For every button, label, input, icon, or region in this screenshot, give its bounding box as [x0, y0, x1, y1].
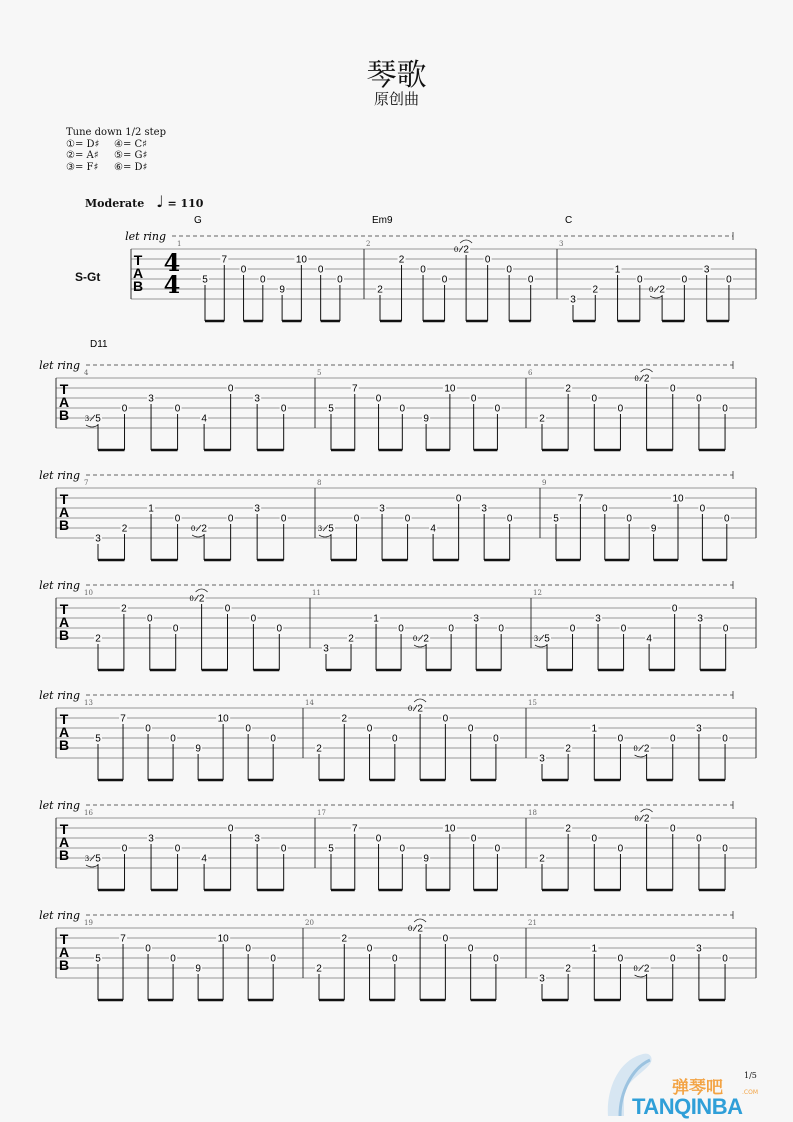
fret-number: 2 [95, 633, 101, 645]
fret-number: 0 [669, 383, 676, 395]
fret-number: 0 [722, 953, 728, 965]
slide-arc [650, 296, 662, 298]
fret-number: 2 [463, 244, 469, 256]
fret-number: 3 [481, 503, 487, 515]
fret-number: 3 [254, 393, 260, 405]
fret-number: 1 [148, 503, 154, 515]
fret-number: 9 [279, 284, 285, 296]
chord-name: Em9 [372, 215, 393, 226]
tab-letter-t: T [59, 821, 69, 837]
fret-number: 5 [95, 953, 101, 965]
fret-number: 3 [148, 833, 154, 845]
fret-number: 0 [591, 833, 598, 845]
fret-number: 2 [417, 923, 423, 935]
measure-number: 19 [84, 919, 93, 927]
slide-arc [86, 425, 98, 427]
fret-number: 0 [366, 723, 373, 735]
fret-number: 4 [201, 413, 207, 425]
tab-letter-t: T [59, 711, 69, 727]
tab-letter-t: T [59, 931, 69, 947]
fret-number: 2 [643, 743, 650, 755]
fret-number: 0 [569, 623, 576, 635]
fret-number: 2 [565, 963, 571, 975]
fret-number: 0 [227, 823, 234, 835]
song-subtitle: 原创曲 [373, 90, 419, 108]
logo-english: TANQINBA [632, 1094, 743, 1119]
fret-number: 0 [392, 733, 398, 745]
fret-number: 0 [317, 264, 324, 276]
fret-number: 0 [227, 513, 234, 525]
fret-number: 0 [494, 403, 501, 415]
ghost-fret: 0 [407, 705, 413, 713]
fret-number: 9 [195, 743, 201, 755]
fret-number: 2 [423, 633, 429, 645]
tab-letter-a: A [58, 394, 70, 410]
fret-number: 0 [671, 603, 678, 615]
fret-number: 0 [669, 733, 676, 745]
fret-number: 0 [448, 623, 454, 635]
fret-number: 0 [399, 403, 406, 415]
fret-number: 0 [399, 843, 406, 855]
fret-number: 0 [467, 723, 474, 735]
fret-number: 2 [341, 933, 348, 945]
fret-number: 0 [366, 943, 373, 955]
fret-number: 2 [348, 633, 354, 645]
fret-number: 0 [637, 274, 643, 286]
fret-number: 7 [351, 383, 358, 395]
fret-number: 0 [250, 613, 257, 625]
slide-arc [635, 975, 647, 977]
tuning-string-6: ⑥= D♯ [114, 161, 148, 173]
fret-number: 10 [217, 933, 229, 945]
fret-number: 0 [245, 723, 251, 735]
fret-number: 0 [375, 393, 382, 405]
measure-number: 14 [305, 699, 314, 707]
fret-number: 5 [202, 274, 208, 286]
tie-arc [196, 589, 208, 592]
ghost-fret: 0 [453, 246, 459, 254]
fret-number: 3 [473, 613, 479, 625]
fret-number: 0 [145, 723, 151, 735]
fret-number: 4 [430, 523, 436, 535]
fret-number: 4 [201, 853, 207, 865]
fret-number: 2 [565, 823, 571, 835]
logo-chinese: 弹琴吧 [672, 1078, 723, 1098]
fret-number: 0 [527, 274, 534, 286]
fret-number: 10 [672, 493, 684, 505]
tempo-label: Moderate [85, 197, 145, 210]
fret-number: 0 [240, 264, 247, 276]
fret-number: 5 [95, 733, 101, 745]
fret-number: 3 [95, 533, 101, 545]
measure-number: 15 [528, 699, 537, 707]
fret-number: 0 [699, 503, 706, 515]
fret-number: 0 [270, 733, 276, 745]
fret-number: 2 [377, 284, 383, 296]
fret-number: 0 [470, 393, 477, 405]
fret-number: 0 [227, 383, 234, 395]
fret-number: 7 [221, 254, 228, 266]
fret-number: 0 [724, 513, 730, 525]
fret-number: 0 [467, 943, 474, 955]
fret-number: 0 [170, 953, 176, 965]
fret-number: 3 [539, 973, 545, 985]
measure-number: 10 [84, 589, 93, 597]
ghost-fret: 3 [84, 415, 90, 423]
fret-number: 3 [254, 833, 260, 845]
tie-arc [641, 369, 653, 372]
fret-number: 0 [722, 623, 729, 635]
fret-number: 10 [444, 823, 456, 835]
fret-number: 0 [493, 953, 499, 965]
fret-number: 0 [506, 513, 513, 525]
fret-number: 0 [420, 264, 426, 276]
fret-number: 7 [120, 713, 126, 725]
fret-number: 0 [121, 403, 128, 415]
tab-letter-a: A [58, 834, 70, 850]
measure-number: 5 [317, 369, 322, 377]
let-ring-label: let ring [39, 799, 80, 812]
fret-number: 3 [696, 943, 702, 955]
tie-arc [414, 699, 426, 702]
ghost-fret: 0 [634, 375, 639, 383]
ghost-fret: 0 [407, 925, 413, 933]
fret-number: 2 [565, 383, 571, 395]
fret-number: 0 [455, 493, 462, 505]
measure-number: 6 [528, 369, 533, 377]
fret-number: 0 [276, 623, 283, 635]
measure-number: 18 [528, 809, 537, 817]
measure-number: 3 [559, 240, 564, 248]
fret-number: 3 [539, 753, 545, 765]
fret-number: 0 [722, 403, 728, 415]
fret-number: 0 [224, 603, 231, 615]
tie-arc [414, 919, 426, 922]
ghost-fret: 0 [189, 595, 194, 603]
slide-arc [86, 865, 98, 867]
let-ring-label: let ring [39, 689, 80, 702]
fret-number: 3 [595, 613, 601, 625]
tie-arc [460, 240, 472, 243]
fret-number: 0 [493, 733, 499, 745]
fret-number: 0 [617, 843, 624, 855]
tie-arc [641, 809, 653, 812]
fret-number: 0 [617, 733, 624, 745]
fret-number: 3 [379, 503, 385, 515]
fret-number: 5 [95, 853, 101, 865]
fret-number: 1 [373, 613, 379, 625]
fret-number: 5 [553, 513, 559, 525]
fret-number: 9 [423, 853, 429, 865]
fret-number: 3 [570, 294, 576, 306]
fret-number: 0 [145, 943, 151, 955]
measure-number: 21 [528, 919, 537, 927]
tab-letter-b: B [58, 957, 70, 973]
fret-number: 0 [498, 623, 504, 635]
fret-number: 0 [353, 513, 360, 525]
tab-letter-b: B [58, 517, 70, 533]
let-ring-label: let ring [39, 359, 80, 372]
slide-arc [319, 535, 331, 537]
fret-number: 0 [591, 393, 598, 405]
fret-number: 0 [617, 953, 624, 965]
fret-number: 0 [442, 933, 449, 945]
fret-number: 0 [681, 274, 688, 286]
fret-number: 10 [295, 254, 307, 266]
fret-number: 5 [544, 633, 550, 645]
fret-number: 0 [620, 623, 627, 635]
fret-number: 4 [646, 633, 652, 645]
fret-number: 2 [121, 523, 128, 535]
slide-arc [535, 645, 547, 647]
ghost-fret: 0 [633, 965, 638, 973]
fret-number: 7 [120, 933, 126, 945]
fret-number: 2 [398, 254, 405, 266]
measure-number: 8 [317, 479, 322, 487]
fret-number: 2 [643, 373, 650, 385]
measure-number: 9 [542, 479, 547, 487]
ghost-fret: 0 [648, 286, 654, 294]
let-ring-label: let ring [39, 469, 80, 482]
fret-number: 2 [565, 743, 571, 755]
fret-number: 2 [592, 284, 599, 296]
fret-number: 3 [696, 723, 702, 735]
fret-number: 0 [392, 953, 398, 965]
fret-number: 7 [351, 823, 358, 835]
ghost-fret: 3 [84, 855, 90, 863]
measure-number: 13 [84, 699, 93, 707]
fret-number: 0 [602, 503, 608, 515]
measure-number: 16 [84, 809, 93, 817]
fret-number: 0 [484, 254, 491, 266]
fret-number: 0 [470, 833, 477, 845]
measure-number: 7 [84, 479, 89, 487]
fret-number: 0 [506, 264, 512, 276]
fret-number: 3 [697, 613, 703, 625]
fret-number: 0 [722, 843, 728, 855]
fret-number: 0 [280, 843, 287, 855]
fret-number: 0 [722, 733, 728, 745]
measure-number: 17 [317, 809, 326, 817]
slide-arc [192, 535, 204, 537]
fret-number: 5 [328, 843, 334, 855]
tab-letter-b: B [132, 278, 144, 294]
page-number: 1/5 [744, 1071, 757, 1080]
fret-number: 0 [626, 513, 632, 525]
fret-number: 0 [280, 403, 287, 415]
fret-number: 2 [316, 963, 322, 975]
tab-letter-t: T [59, 491, 69, 507]
fret-number: 0 [669, 953, 676, 965]
fret-number: 0 [245, 943, 251, 955]
tab-letter-t: T [59, 381, 69, 397]
fret-number: 0 [696, 393, 702, 405]
fret-number: 0 [375, 833, 382, 845]
fret-number: 0 [172, 623, 179, 635]
tuning-string-2: ②= A♯ [66, 150, 99, 161]
tuning-heading: Tune down 1/2 step [66, 127, 166, 138]
tab-letter-b: B [58, 847, 70, 863]
fret-number: 0 [696, 833, 702, 845]
let-ring-label: let ring [39, 909, 80, 922]
fret-number: 2 [539, 413, 545, 425]
tuning-string-1: ①= D♯ [66, 138, 100, 150]
fret-number: 0 [174, 843, 181, 855]
fret-number: 2 [417, 703, 423, 715]
fret-number: 1 [591, 943, 598, 955]
fret-number: 2 [121, 603, 127, 615]
fret-number: 0 [617, 403, 624, 415]
fret-number: 0 [494, 843, 501, 855]
tab-letter-a: A [132, 265, 144, 281]
tab-letter-b: B [58, 737, 70, 753]
chord-name: C [565, 215, 573, 226]
fret-number: 2 [659, 284, 665, 296]
fret-number: 0 [441, 274, 448, 286]
tab-letter-t: T [59, 601, 69, 617]
ghost-fret: 3 [317, 525, 323, 533]
fret-number: 2 [341, 713, 348, 725]
ghost-fret: 0 [412, 635, 418, 643]
logo-domain: .COM [742, 1089, 758, 1096]
fret-number: 3 [148, 393, 154, 405]
fret-number: 5 [95, 413, 101, 425]
fret-number: 10 [444, 383, 456, 395]
tab-letter-t: T [133, 252, 143, 268]
fret-number: 2 [316, 743, 322, 755]
tab-letter-b: B [58, 627, 70, 643]
measure-number: 11 [312, 589, 321, 597]
ghost-fret: 0 [190, 525, 196, 533]
tuning-string-4: ④= C♯ [114, 138, 148, 150]
time-signature-bottom: 4 [163, 270, 181, 299]
let-ring-label: let ring [125, 230, 166, 243]
fret-number: 0 [280, 513, 287, 525]
fret-number: 2 [643, 813, 650, 825]
slide-arc [635, 755, 647, 757]
fret-number: 2 [198, 593, 205, 605]
fret-number: 0 [398, 623, 404, 635]
fret-number: 0 [669, 823, 676, 835]
tab-letter-a: A [58, 504, 70, 520]
quarter-note-icon: ♩ [156, 192, 164, 211]
fret-number: 7 [577, 493, 584, 505]
measure-number: 4 [84, 369, 89, 377]
fret-number: 0 [726, 274, 732, 286]
fret-number: 0 [147, 613, 153, 625]
tuning-string-3: ③= F♯ [66, 161, 99, 173]
fret-number: 9 [423, 413, 429, 425]
fret-number: 2 [643, 963, 650, 975]
fret-number: 3 [254, 503, 260, 515]
fret-number: 0 [270, 953, 276, 965]
measure-number: 20 [305, 919, 314, 927]
fret-number: 5 [328, 403, 334, 415]
slide-arc [414, 645, 426, 647]
chord-name: G [194, 215, 202, 226]
fret-number: 0 [170, 733, 176, 745]
fret-number: 0 [442, 713, 449, 725]
fret-number: 5 [328, 523, 334, 535]
measure-number: 2 [366, 240, 371, 248]
tuning-string-5: ⑤= G♯ [114, 150, 148, 161]
fret-number: 3 [703, 264, 710, 276]
fret-number: 10 [217, 713, 229, 725]
fret-number: 9 [650, 523, 657, 535]
measure-number: 1 [177, 240, 182, 248]
tempo-value: = 110 [167, 197, 204, 210]
ghost-fret: 0 [633, 745, 638, 753]
time-signature-top: 4 [163, 248, 181, 277]
tab-letter-b: B [58, 407, 70, 423]
tab-letter-a: A [58, 614, 70, 630]
ghost-fret: 0 [634, 815, 639, 823]
fret-number: 2 [539, 853, 545, 865]
fret-number: 0 [337, 274, 343, 286]
fret-number: 2 [201, 523, 207, 535]
chord-name: D11 [90, 339, 108, 350]
fret-number: 0 [404, 513, 411, 525]
fret-number: 9 [195, 963, 201, 975]
let-ring-label: let ring [39, 579, 80, 592]
fret-number: 0 [174, 403, 181, 415]
ghost-fret: 3 [533, 635, 539, 643]
fret-number: 1 [614, 264, 621, 276]
tab-letter-a: A [58, 944, 70, 960]
song-title: 琴歌 [366, 58, 427, 93]
fret-number: 3 [323, 643, 329, 655]
fret-number: 0 [174, 513, 181, 525]
measure-number: 12 [533, 589, 542, 597]
instrument-label: S-Gt [75, 270, 101, 284]
fret-number: 1 [591, 723, 598, 735]
fret-number: 0 [260, 274, 266, 286]
tab-letter-a: A [58, 724, 70, 740]
fret-number: 0 [121, 843, 128, 855]
